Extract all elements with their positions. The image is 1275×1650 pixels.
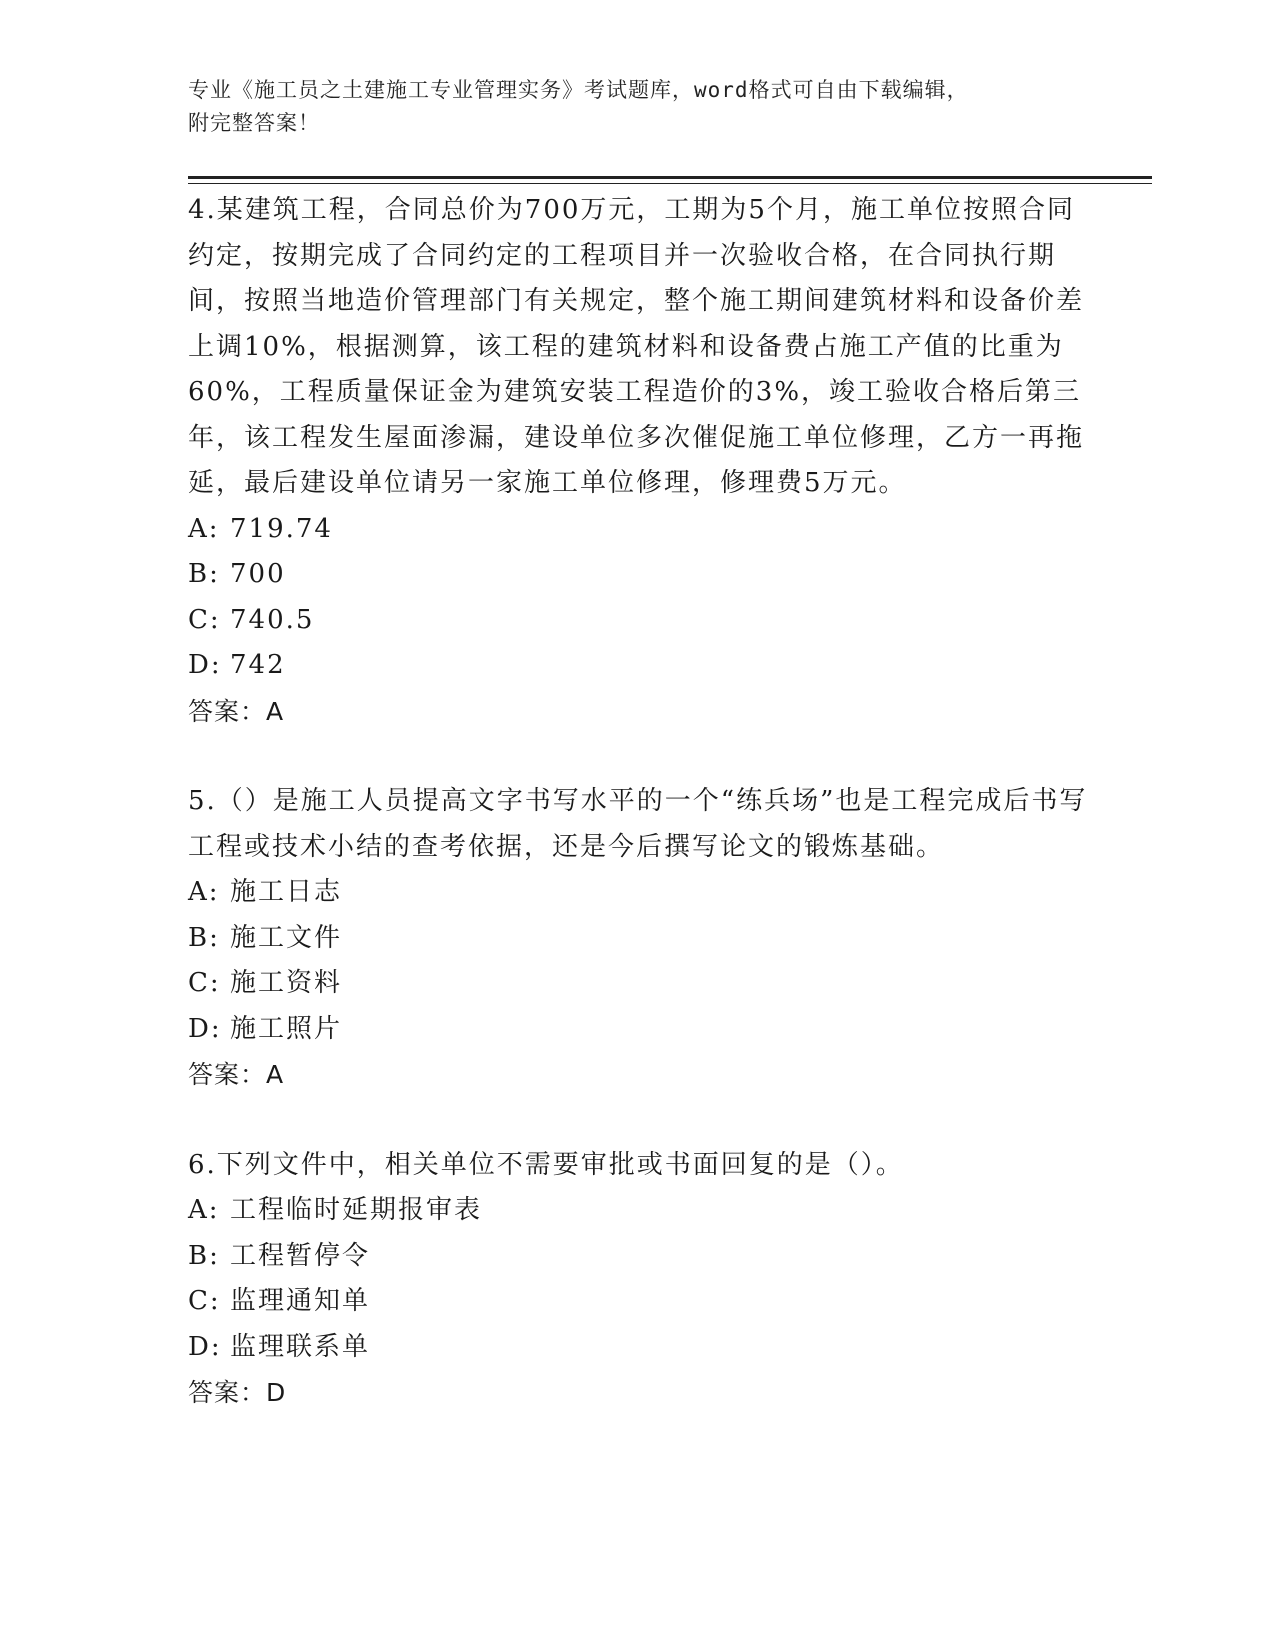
- option-text: 施工照片: [230, 1013, 343, 1044]
- option-text: 监理联系单: [230, 1331, 371, 1362]
- question-stem: 6.下列文件中，相关单位不需要审批或书面回复的是（）。: [188, 1149, 904, 1180]
- option-key: C:: [188, 1286, 221, 1316]
- question-list: [188, 188, 1088, 1416]
- option-key: B:: [188, 922, 220, 953]
- option-c: [188, 961, 1088, 1007]
- header-line-2: 附完整答案！: [188, 111, 320, 135]
- document-header: [188, 74, 1068, 140]
- option-a: [188, 1188, 1088, 1234]
- option-text: 监理通知单: [230, 1286, 371, 1316]
- option-text: 工程暂停令: [230, 1240, 371, 1271]
- option-key: B:: [188, 559, 220, 589]
- option-key: A:: [188, 513, 220, 544]
- option-d: [188, 643, 1088, 689]
- option-d: [188, 1007, 1088, 1053]
- option-key: D:: [188, 650, 222, 680]
- question-stem: 4.某建筑工程，合同总价为700万元，工期为5个月，施工单位按照合同约定，按期完成了合同约定的工程项目并一次验收合格，在合同执行期间，按照当地造价管理部门有关规定，整个施工期间建筑材料和设备价差上调10%，根据测算，该工程的建筑材料和设备费占施工产值的比重为60%，工程质量保证金为建筑安装工程造价的3%，竣工验收合格后第三年，该工程发生屋面渗漏，建设单位多次催促施工单位修理，乙方一再拖延，最后建设单位请另一家施工单位修理，修理费5万元。: [188, 195, 1085, 498]
- option-key: A:: [188, 1195, 220, 1225]
- option-d: [188, 1325, 1088, 1371]
- option-text: 施工文件: [230, 922, 343, 953]
- question-stem: 5.（）是施工人员提高文字书写水平的一个“练兵场”也是工程完成后书写工程或技术小结的查考依据，还是今后撰写论文的锻炼基础。: [188, 786, 1088, 862]
- answer-line: 答案：D: [188, 1378, 287, 1407]
- question-4: [188, 188, 1088, 734]
- option-key: B:: [188, 1240, 220, 1271]
- option-c: [188, 1279, 1088, 1325]
- header-line-1: 专业《施工员之土建施工专业管理实务》考试题库，word格式可自由下载编辑，: [188, 78, 969, 102]
- question-5: [188, 779, 1088, 1098]
- option-key: C:: [188, 968, 221, 998]
- option-text: 700: [230, 559, 286, 589]
- option-text: 742: [230, 650, 286, 680]
- question-spacer: [188, 1098, 1088, 1143]
- option-key: D:: [188, 1331, 222, 1362]
- option-key: D:: [188, 1013, 222, 1044]
- option-text: 719.74: [230, 513, 333, 544]
- option-key: C:: [188, 604, 221, 635]
- option-key: A:: [188, 877, 220, 907]
- option-b: [188, 916, 1088, 962]
- option-text: 施工日志: [230, 877, 343, 907]
- option-a: [188, 507, 1088, 553]
- answer-line: 答案：A: [188, 696, 285, 726]
- option-text: 工程临时延期报审表: [230, 1195, 483, 1225]
- option-text: 施工资料: [230, 968, 343, 998]
- option-b: [188, 1234, 1088, 1280]
- header-divider-thick: [188, 176, 1152, 179]
- option-text: 740.5: [230, 604, 315, 635]
- question-spacer: [188, 734, 1088, 779]
- option-c: [188, 598, 1088, 644]
- header-divider-thin: [188, 183, 1152, 184]
- option-a: [188, 870, 1088, 916]
- question-6: [188, 1143, 1088, 1416]
- answer-line: 答案：A: [188, 1060, 285, 1089]
- option-b: [188, 552, 1088, 598]
